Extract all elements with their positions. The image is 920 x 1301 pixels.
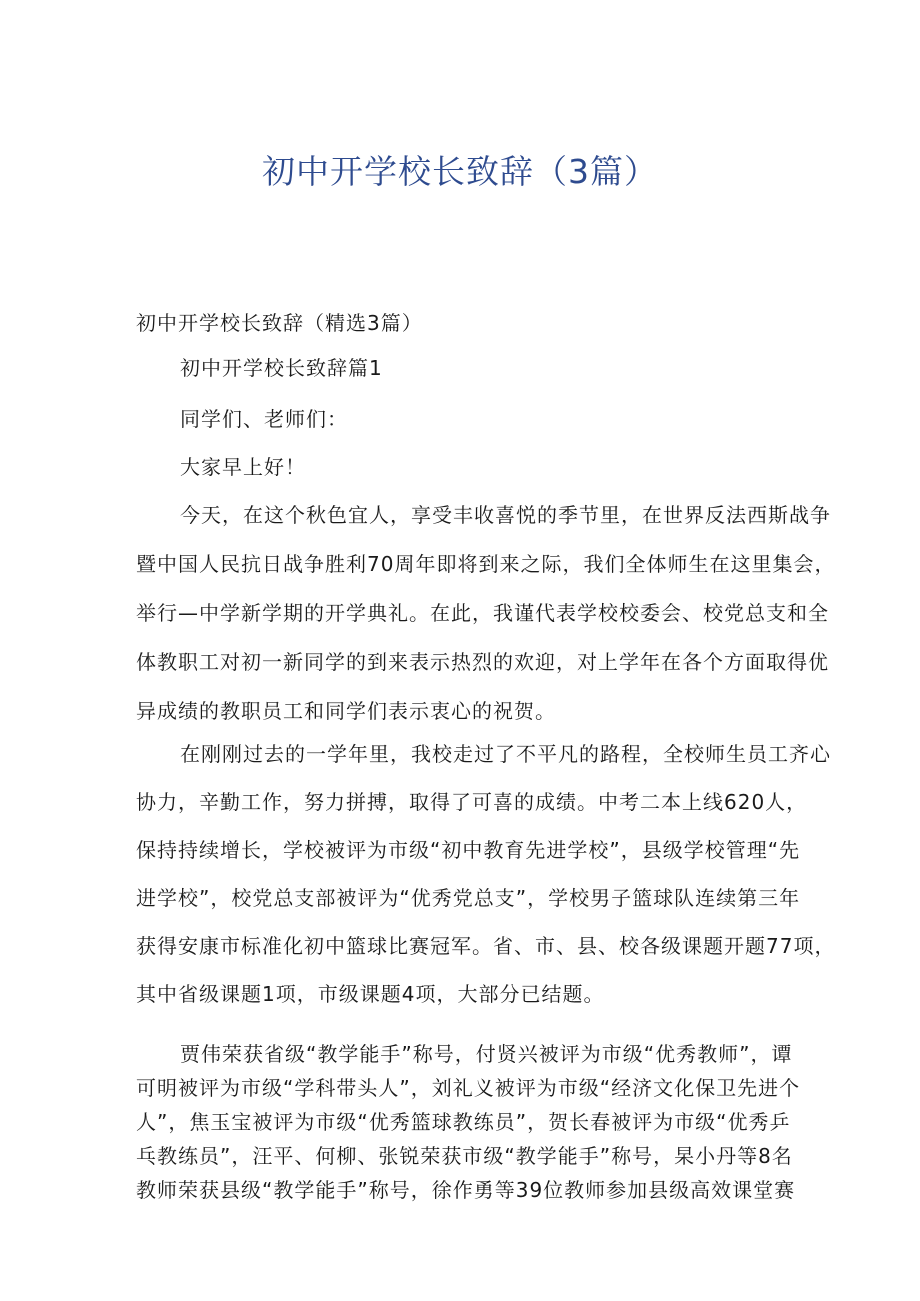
body-paragraph-1 [136,500,836,745]
paragraph-line: 乓教练员”，汪平、何柳、张锐荣获市级“教学能手”称号，杲小丹等8名 [136,1144,793,1168]
body-paragraph-2 [136,739,836,1027]
section-heading: 初中开学校长致辞篇1 [180,356,383,380]
page-title: 初中开学校长致辞（3篇） [262,152,658,191]
paragraph-line: 保持持续增长，学校被评为市级“初中教育先进学校”，县级学校管理“先 [136,838,801,862]
paragraph-line: 今天，在这个秋色宜人，享受丰收喜悦的季节里，在世界反法西斯战争 [180,503,831,527]
paragraph-line: 体教职工对初一新同学的到来表示热烈的欢迎，对上学年在各个方面取得优 [136,650,829,674]
greeting: 大家早上好！ [180,455,306,479]
paragraph-line: 异成绩的教职员工和同学们表示衷心的祝贺。 [136,699,556,723]
paragraph-line: 人”，焦玉宝被评为市级“优秀篮球教练员”，贺长春被评为市级“优秀乒 [136,1110,791,1134]
paragraph-line: 可明被评为市级“学科带头人”，刘礼义被评为市级“经济文化保卫先进个 [136,1076,801,1100]
paragraph-line: 进学校”，校党总支部被评为“优秀党总支”，学校男子篮球队连续第三年 [136,886,801,910]
document-subtitle: 初中开学校长致辞（精选3篇） [136,311,423,335]
paragraph-line: 协力，辛勤工作，努力拼搏，取得了可喜的成绩。中考二本上线620人， [136,790,808,814]
paragraph-line: 举行—中学新学期的开学典礼。在此，我谨代表学校校委会、校党总支和全 [136,601,829,625]
paragraph-line: 在刚刚过去的一学年里，我校走过了不平凡的路程，全校师生员工齐心 [180,742,831,766]
paragraph-line: 贾伟荣获省级“教学能手”称号，付贤兴被评为市级“优秀教师”，谭 [180,1042,793,1066]
paragraph-line: 教师荣获县级“教学能手”称号，徐作勇等39位教师参加县级高效课堂赛 [136,1178,796,1202]
paragraph-line: 暨中国人民抗日战争胜利70周年即将到来之际，我们全体师生在这里集会， [136,552,836,576]
body-paragraph-3 [136,1039,801,1209]
paragraph-line: 获得安康市标准化初中篮球比赛冠军。省、市、县、校各级课题开题77项， [136,934,836,958]
salutation: 同学们、老师们： [180,407,348,431]
paragraph-line: 其中省级课题1项，市级课题4项，大部分已结题。 [136,982,605,1006]
